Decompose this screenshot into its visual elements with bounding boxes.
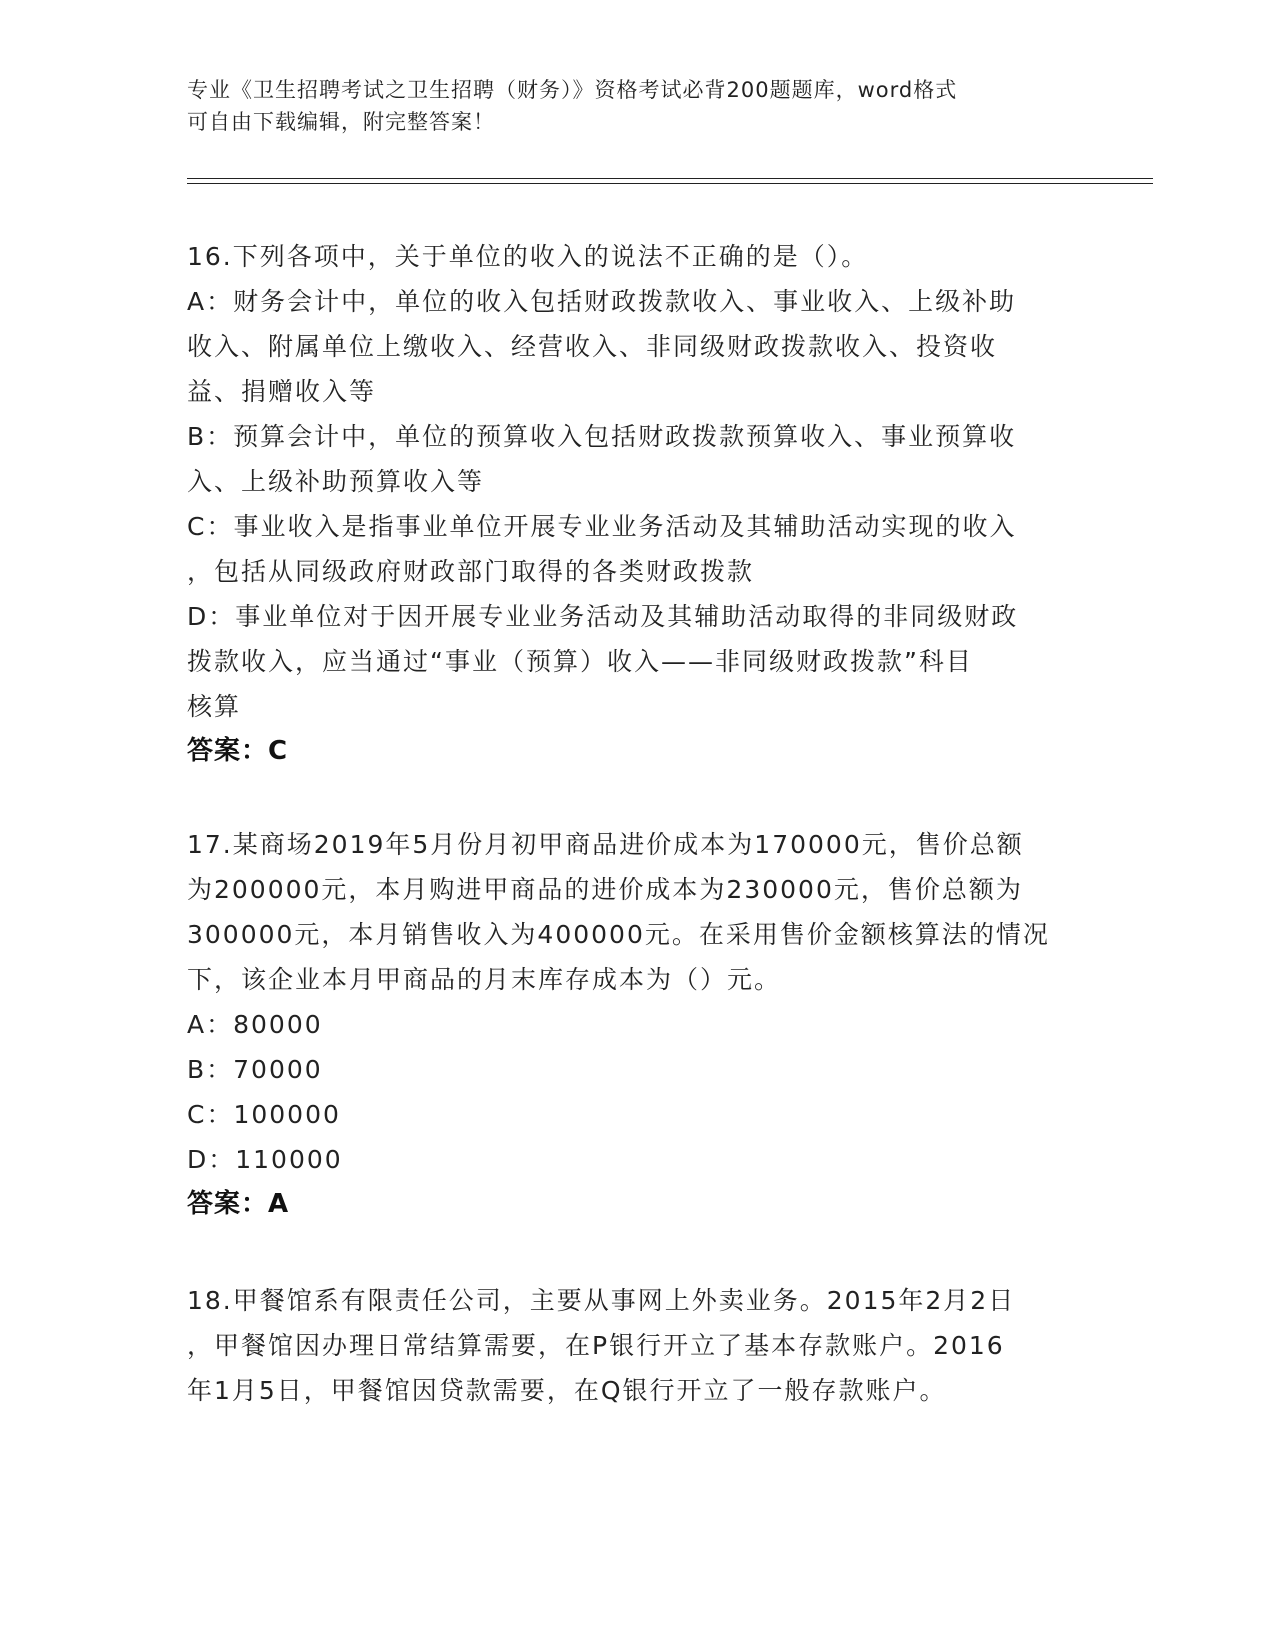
header-divider-bottom — [187, 183, 1153, 184]
header-line-2: 可自由下载编辑，附完整答案！ — [187, 110, 495, 134]
question-stem-cont: 为200000元，本月购进甲商品的进价成本为230000元，售价总额为 — [187, 875, 1023, 904]
question-18 — [187, 1278, 1087, 1413]
question-stem-cont: 年1月5日，甲餐馆因贷款需要，在Q银行开立了一般存款账户。 — [187, 1376, 947, 1405]
option-d: D：110000 — [187, 1145, 343, 1174]
option-a: A：财务会计中，单位的收入包括财政拨款收入、事业收入、上级补助 — [187, 287, 1017, 316]
option-d-cont: 拨款收入，应当通过“事业（预算）收入——非同级财政拨款”科目 — [187, 647, 973, 676]
option-c: C：事业收入是指事业单位开展专业业务活动及其辅助活动实现的收入 — [187, 512, 1017, 541]
option-c: C：100000 — [187, 1100, 341, 1129]
document-header — [187, 74, 1067, 138]
question-16 — [187, 234, 1087, 774]
question-stem: 18.甲餐馆系有限责任公司，主要从事网上外卖业务。2015年2月2日 — [187, 1286, 1016, 1315]
option-b: B：70000 — [187, 1055, 323, 1084]
header-divider-top — [187, 178, 1153, 179]
option-a-cont: 益、捐赠收入等 — [187, 377, 377, 406]
option-b-cont: 入、上级补助预算收入等 — [187, 467, 485, 496]
header-line-1: 专业《卫生招聘考试之卫生招聘（财务）》资格考试必背200题题库，word格式 — [187, 78, 958, 102]
option-d-cont: 核算 — [187, 692, 242, 721]
option-b: B：预算会计中，单位的预算收入包括财政拨款预算收入、事业预算收 — [187, 422, 1017, 451]
question-17 — [187, 822, 1087, 1227]
question-stem-cont: 300000元，本月销售收入为400000元。在采用售价金额核算法的情况 — [187, 920, 1050, 949]
question-stem: 17.某商场2019年5月份月初甲商品进价成本为170000元，售价总额 — [187, 830, 1024, 859]
option-d: D：事业单位对于因开展专业业务活动及其辅助活动取得的非同级财政 — [187, 602, 1019, 631]
option-a-cont: 收入、附属单位上缴收入、经营收入、非同级财政拨款收入、投资收 — [187, 332, 998, 361]
answer: 答案：C — [187, 736, 289, 766]
question-stem-cont: ，甲餐馆因办理日常结算需要，在P银行开立了基本存款账户。2016 — [187, 1331, 1005, 1360]
option-a: A：80000 — [187, 1010, 323, 1039]
question-stem: 16.下列各项中，关于单位的收入的说法不正确的是（）。 — [187, 242, 869, 271]
option-c-cont: ，包括从同级政府财政部门取得的各类财政拨款 — [187, 557, 755, 586]
question-stem-cont: 下，该企业本月甲商品的月末库存成本为（）元。 — [187, 965, 782, 994]
answer: 答案：A — [187, 1189, 290, 1219]
